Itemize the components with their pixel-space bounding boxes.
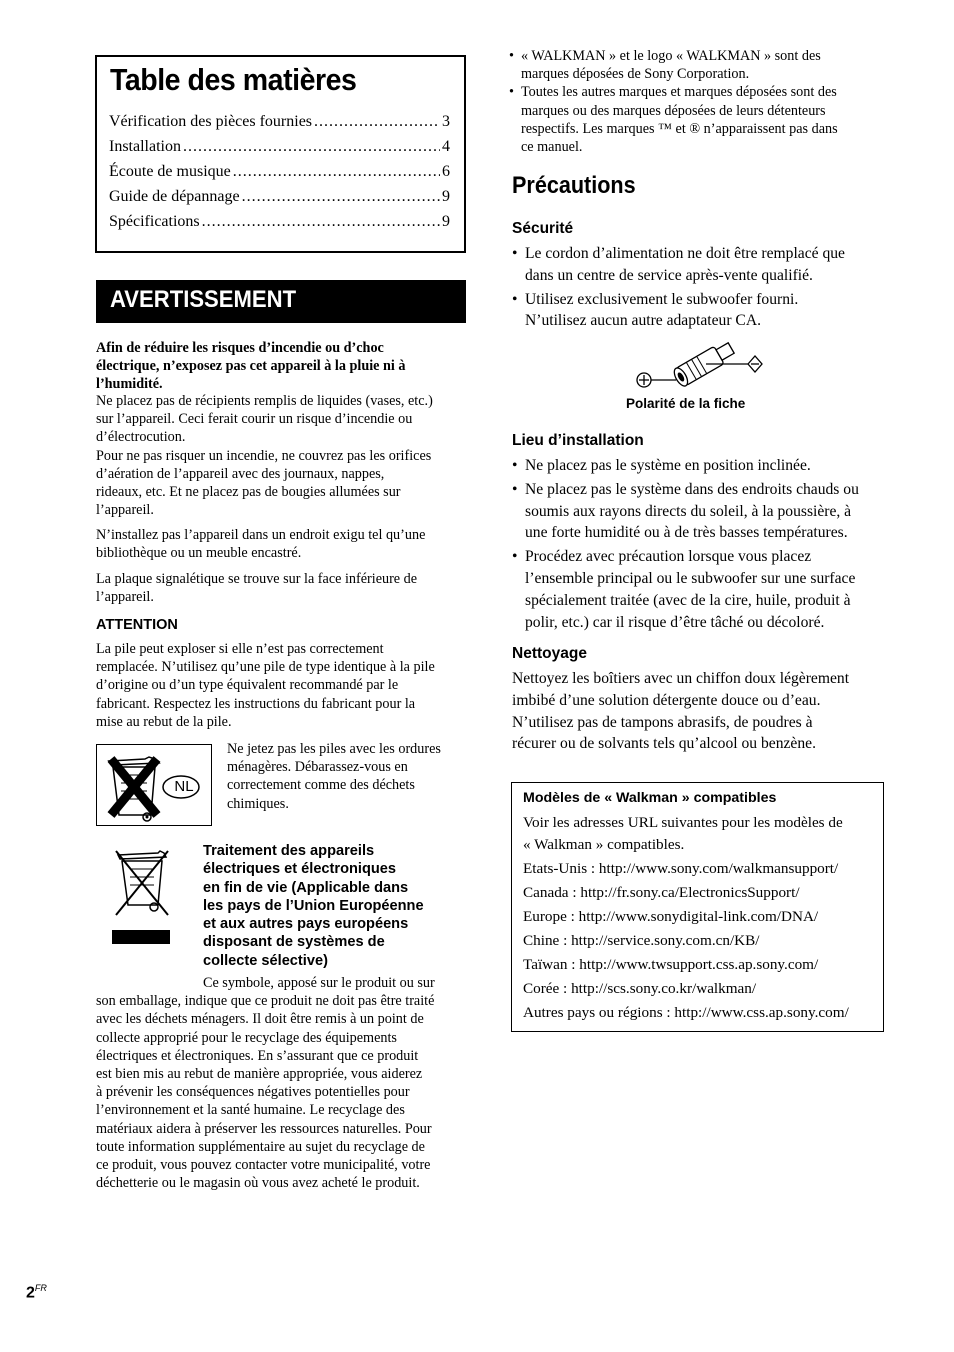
- bullet: •: [512, 548, 518, 566]
- nettoyage-text: [512, 668, 892, 755]
- battery-disposal-text: [227, 740, 472, 813]
- avertissement-paragraph-2: [96, 526, 468, 562]
- walkman-box-title: Modèles de « Walkman » compatibles: [523, 790, 777, 806]
- trademark-item: [509, 47, 889, 83]
- avertissement-title: AVERTISSEMENT: [110, 286, 297, 313]
- text-line: « Walkman » compatibles.: [523, 836, 685, 854]
- text-line: d’électrocution.: [96, 429, 186, 446]
- text-line: dans un centre de service après-vente qualifié.: [525, 266, 813, 284]
- avertissement-paragraph-3: [96, 570, 468, 606]
- weee-title: [203, 842, 471, 970]
- toc-entry-page: 3: [442, 113, 450, 130]
- toc-entry[interactable]: [109, 112, 450, 132]
- toc-entry[interactable]: [109, 187, 450, 207]
- attention-text: [96, 640, 468, 731]
- text-line: Utilisez exclusivement le subwoofer fourni.: [525, 290, 799, 308]
- lieu-installation-list: [512, 455, 892, 633]
- text-line: Traitement des appareils: [203, 843, 375, 859]
- toc-entry-page: 9: [442, 188, 450, 205]
- list-item: [512, 243, 892, 287]
- weee-symbol-icon: [106, 843, 176, 948]
- bullet: •: [509, 84, 514, 101]
- text-line: déchetterie ou le magasin où vous avez acheté le produit.: [96, 1175, 420, 1192]
- toc-title: Table des matières: [110, 62, 357, 97]
- plug-polarity-icon: [630, 336, 770, 392]
- securite-list: [512, 243, 892, 332]
- text-line: Pour ne pas risquer un incendie, ne couvrez pas les orifices: [96, 447, 432, 464]
- toc-entry-label: Installation: [109, 138, 181, 155]
- toc-leader-dots: [242, 187, 440, 207]
- walkman-region-url: Canada : http://fr.sony.ca/ElectronicsSupport/: [523, 884, 800, 901]
- avertissement-paragraph-1: [96, 392, 468, 519]
- text-line: spécialement traitée (avec de la cire, huile, produit à: [525, 591, 851, 609]
- text-line: Le cordon d’alimentation ne doit être remplacé que: [525, 245, 845, 262]
- trademark-item: [509, 83, 889, 156]
- toc-leader-dots: [314, 112, 440, 132]
- text-line: Afin de réduire les risques d’incendie ou d’choc: [96, 340, 384, 356]
- text-line: électriques et électroniques: [203, 861, 397, 878]
- toc-leader-dots: [233, 162, 440, 182]
- toc-leader-dots: [202, 212, 440, 232]
- walkman-region-url: Chine : http://service.sony.com.cn/KB/: [523, 932, 760, 949]
- toc-leader-dots: [183, 137, 440, 157]
- lieu-installation-title: Lieu d’installation: [512, 432, 644, 449]
- text-line: remplacée. N’utilisez qu’une pile de type identique à la pile: [96, 659, 435, 676]
- toc-entry-page: 6: [442, 163, 450, 180]
- text-line: électrique, n’exposez pas cet appareil à la pluie ni à: [96, 358, 406, 375]
- list-item: [512, 289, 892, 333]
- text-line: mise au rebut de la pile.: [96, 713, 232, 730]
- text-line: La plaque signalétique se trouve sur la face inférieure de: [96, 571, 418, 587]
- text-line: l’appareil.: [96, 589, 154, 606]
- text-line: respectifs. Les marques ™ et ® n’apparaissent pas dans: [521, 120, 838, 137]
- text-line: est bien mis au rebut de manière appropriée, vous aiderez: [96, 1066, 423, 1083]
- text-line: matériaux aidera à préserver les ressources naturelles. Pour: [96, 1120, 432, 1137]
- walkman-region-url: Corée : http://scs.sony.co.kr/walkman/: [523, 980, 757, 997]
- text-line: ce produit, vous pouvez contacter votre municipalité, votre: [96, 1157, 431, 1174]
- battery-disposal-icon: [96, 744, 212, 826]
- text-line: N’utilisez pas de tampons abrasifs, de poudres à: [512, 713, 813, 731]
- trademark-notes: [509, 47, 889, 156]
- text-line: une forte humidité ou à de très basses températures.: [525, 524, 848, 542]
- text-line: ménagères. Débarassez-vous en: [227, 759, 408, 776]
- bullet: •: [512, 245, 518, 262]
- text-line: bibliothèque ou un meuble encastré.: [96, 545, 302, 562]
- text-line: Voir les adresses URL suivantes pour les modèles de: [523, 814, 843, 831]
- text-line: polir, etc.) car il risque d’être tâché ou décoloré.: [525, 613, 825, 631]
- text-line: Ne placez pas le système dans des endroits chauds ou: [525, 480, 859, 498]
- text-line: l’appareil.: [96, 502, 154, 519]
- text-line: à prévenir les conséquences négatives potentielles pour: [96, 1084, 410, 1101]
- avertissement-bold-text: [96, 339, 468, 394]
- text-line: collecte approprié pour le recyclage des équipements: [96, 1029, 397, 1046]
- text-line: N’installez pas l’appareil dans un endroit exigu tel qu’une: [96, 527, 426, 543]
- text-line: d’aération de l’appareil avec des journaux, nappes,: [96, 465, 385, 482]
- walkman-region-url: Taïwan : http://www.twsupport.css.ap.sony.com/: [523, 956, 819, 973]
- text-line: N’utilisez aucun autre adaptateur CA.: [525, 312, 761, 330]
- securite-title: Sécurité: [512, 220, 574, 237]
- battery-nl-badge: NL: [174, 778, 194, 795]
- text-line: Ne jetez pas les piles avec les ordures: [227, 741, 441, 757]
- text-line: Ne placez pas de récipients remplis de liquides (vases, etc.): [96, 393, 433, 409]
- text-line: imbibé d’une solution détergente douce ou d’eau.: [512, 691, 821, 709]
- text-line: sur l’appareil. Ceci ferait courir un risque d’incendie ou: [96, 411, 413, 428]
- nettoyage-title: Nettoyage: [512, 645, 587, 662]
- toc-entry-label: Écoute de musique: [109, 163, 231, 180]
- text-line: marques déposées de Sony Corporation.: [521, 66, 750, 83]
- text-line: Nettoyez les boîtiers avec un chiffon doux légèrement: [512, 670, 850, 687]
- walkman-box-intro: [523, 812, 883, 856]
- walkman-region-url: Autres pays ou régions : http://www.css.ap.sony.com/: [523, 1004, 849, 1021]
- text-line: l’environnement et la santé humaine. Le recyclage des: [96, 1102, 405, 1119]
- toc-entry-label: Vérification des pièces fournies: [109, 113, 313, 130]
- text-line: chimiques.: [227, 795, 289, 812]
- bullet: •: [512, 480, 518, 498]
- list-item: [512, 479, 892, 544]
- list-item: [512, 546, 892, 633]
- text-line: Procédez avec précaution lorsque vous placez: [525, 548, 812, 566]
- text-line: rideaux, etc. Et ne placez pas de bougies allumées sur: [96, 484, 401, 501]
- text-line: La pile peut exploser si elle n’est pas correctement: [96, 641, 384, 657]
- page-number-value: 2: [26, 1284, 35, 1302]
- bullet: •: [509, 48, 514, 64]
- walkman-region-url: Europe : http://www.sonydigital-link.com/DNA/: [523, 908, 819, 925]
- toc-entry-page: 4: [442, 138, 450, 155]
- language-tag: FR: [34, 1283, 47, 1293]
- toc-entry-label: Guide de dépannage: [109, 188, 240, 205]
- text-line: fabricant. Respectez les instructions du fabricant pour la: [96, 695, 416, 712]
- toc-entry[interactable]: [109, 137, 450, 157]
- text-line: récurer ou de solvants tels qu’alcool ou benzène.: [512, 735, 816, 753]
- bullet: •: [512, 290, 518, 308]
- walkman-url-list: [523, 857, 883, 1025]
- text-line: marques ou des marques déposées de leurs détenteurs: [521, 102, 826, 119]
- text-line: disposant de systèmes de: [203, 934, 385, 951]
- text-line: son emballage, indique que ce produit ne doit pas être traité: [96, 993, 435, 1010]
- text-line: l’humidité.: [96, 376, 163, 393]
- polarity-caption: Polarité de la fiche: [626, 396, 746, 411]
- toc-entry[interactable]: [109, 162, 450, 182]
- text-line: électriques et électroniques. En s’assurant que ce produit: [96, 1047, 419, 1064]
- text-line: Ne placez pas le système en position inclinée.: [525, 457, 811, 474]
- text-line: collecte sélective): [203, 952, 328, 969]
- toc-entry-label: Spécifications: [109, 213, 200, 230]
- text-line: Toutes les autres marques et marques déposées sont des: [521, 84, 837, 101]
- text-line: avec les déchets ménagers. Il doit être remis à un point de: [96, 1011, 424, 1028]
- text-line: d’origine ou d’un type équivalent recommandé par le: [96, 677, 399, 694]
- toc-entry-page: 9: [442, 213, 450, 230]
- text-line: correctement comme des déchets: [227, 777, 415, 794]
- text-line: soumis aux rayons directs du soleil, à la poussière, à: [525, 502, 852, 520]
- text-line: toute information supplémentaire au sujet du recyclage de: [96, 1138, 425, 1155]
- precautions-title: Précautions: [512, 172, 636, 199]
- text-line: Ce symbole, apposé sur le produit ou sur: [203, 975, 435, 991]
- list-item: [512, 455, 892, 477]
- text-line: ce manuel.: [521, 139, 583, 156]
- attention-title: ATTENTION: [96, 617, 178, 633]
- text-line: « WALKMAN » et le logo « WALKMAN » sont des: [521, 48, 821, 64]
- text-line: les pays de l’Union Européenne: [203, 897, 424, 914]
- text-line: et aux autres pays européens: [203, 916, 409, 933]
- weee-body-text: [96, 974, 471, 1192]
- text-line: l’ensemble principal ou le subwoofer sur une surface: [525, 569, 856, 587]
- bullet: •: [512, 457, 518, 474]
- toc-entry[interactable]: [109, 212, 450, 232]
- page-number: [26, 1283, 47, 1302]
- text-line: en fin de vie (Applicable dans: [203, 879, 409, 896]
- walkman-region-url: Etats-Unis : http://www.sony.com/walkmansupport/: [523, 860, 839, 877]
